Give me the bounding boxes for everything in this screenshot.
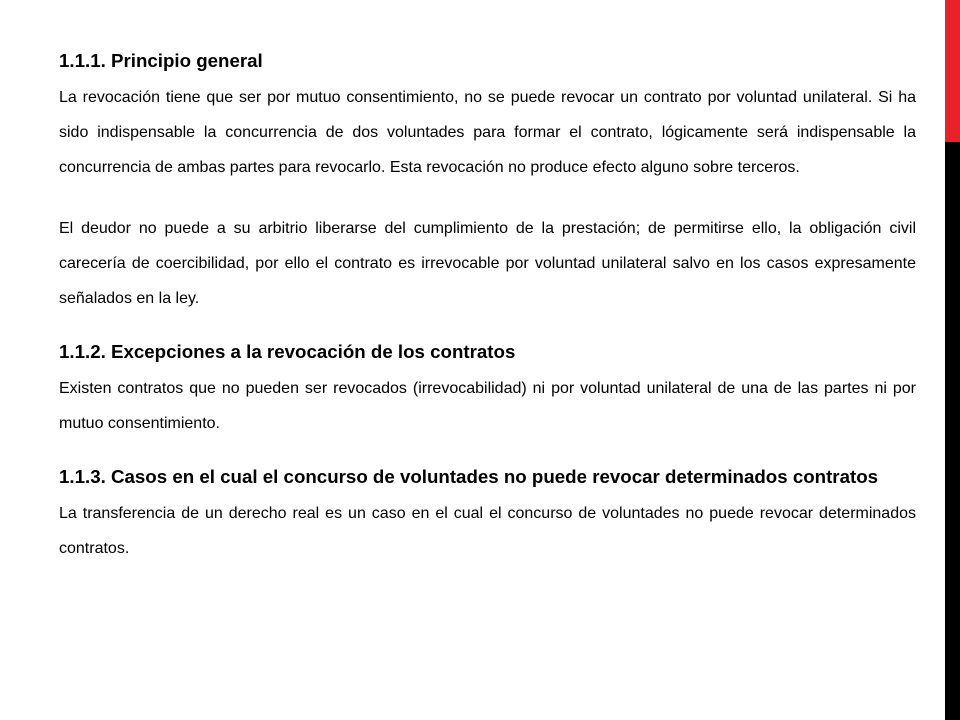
section-heading-excepciones: 1.1.2. Excepciones a la revocación de los contratos	[59, 341, 516, 362]
paragraph-spacer	[59, 441, 916, 467]
section-heading-principio-general: 1.1.1. Principio general	[59, 50, 263, 71]
accent-bar-red	[945, 0, 960, 142]
accent-bar-black	[945, 142, 960, 720]
section-heading-casos: 1.1.3. Casos en el cual el concurso de voluntades no puede revocar determinados contratos	[59, 466, 879, 487]
paragraph-spacer	[59, 316, 916, 342]
paragraph-spacer	[59, 185, 916, 211]
document-body	[59, 51, 916, 566]
paragraph: La transferencia de un derecho real es un caso en el cual el concurso de voluntades no puede revocar determinados contratos.	[59, 505, 916, 557]
paragraph: El deudor no puede a su arbitrio liberarse del cumplimiento de la prestación; de permitirse ello, la obligación civil carecería de coercibilidad, por ello el contrato es irrevocable por voluntad unilateral salvo en los casos expresamente señalados en la ley.	[59, 220, 916, 307]
paragraph: La revocación tiene que ser por mutuo consentimiento, no se puede revocar un contrato por voluntad unilateral. Si ha sido indispensable la concurrencia de dos voluntades para formar el contrato, lógicamente será indispensable la concurrencia de ambas partes para revocarlo. Esta revocación no produce efecto alguno sobre terceros.	[59, 89, 916, 176]
paragraph: Existen contratos que no pueden ser revocados (irrevocabilidad) ni por voluntad unilateral de una de las partes ni por mutuo consentimiento.	[59, 380, 916, 432]
